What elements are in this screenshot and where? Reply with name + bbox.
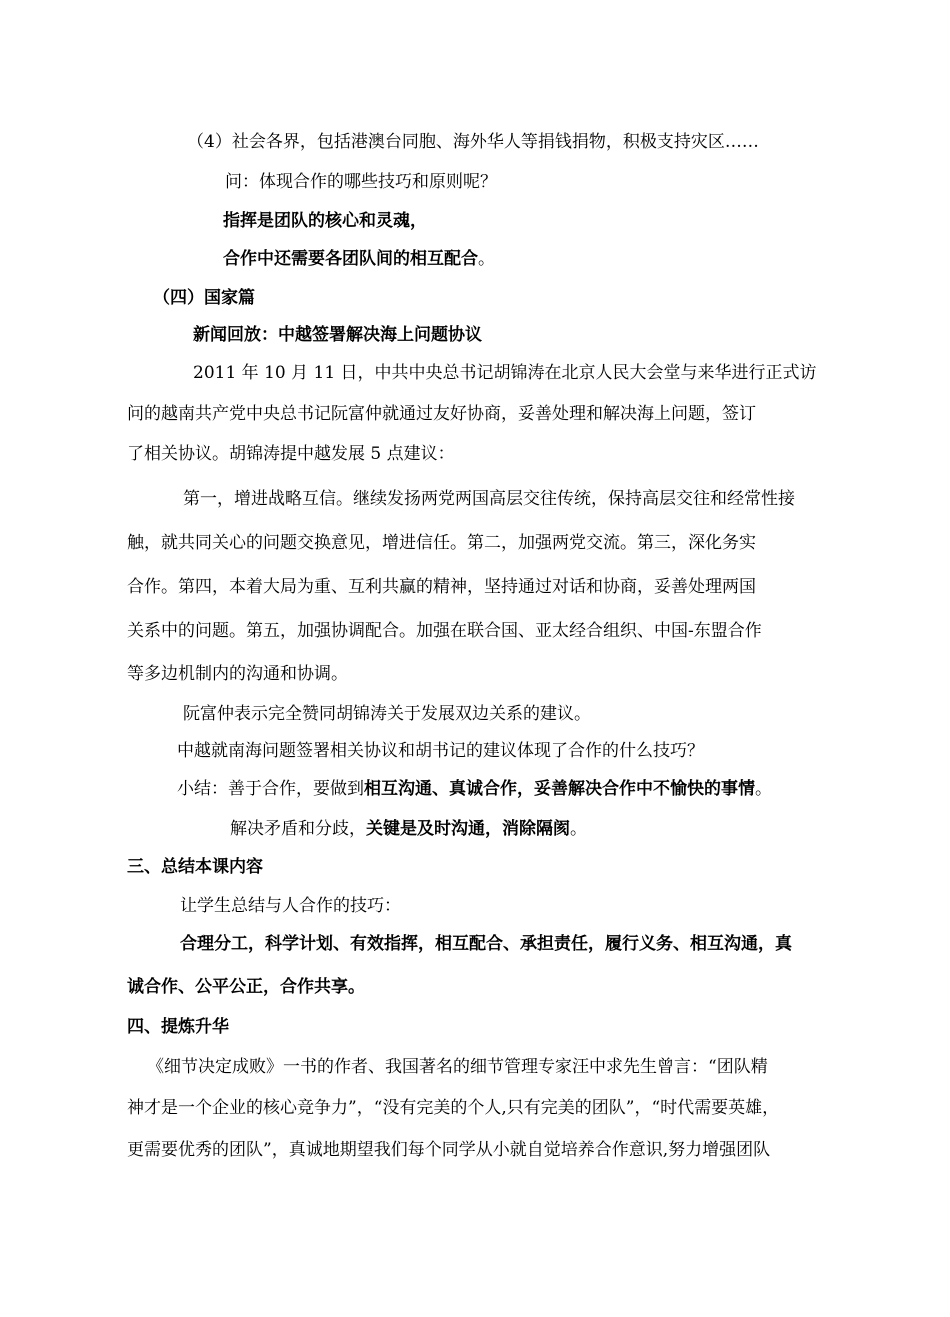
section-heading: 四、提炼升华 [127,1017,229,1037]
plain-text: 解决矛盾和分歧， [230,819,366,839]
paragraph-line: 了相关协议。胡锦涛提中越发展 5 点建议： [127,444,455,464]
paragraph-line: 神才是一个企业的核心竞争力”，“没有完美的个人,只有完美的团队”，“时代需要英雄， [127,1098,780,1118]
summary-line [230,818,587,840]
paragraph-line [223,248,495,270]
bold-line: 诚合作、公平公正，合作共享。 [127,977,365,997]
paragraph-line: 关系中的问题。第五，加强协调配合。加强在联合国、亚太经合组织、中国-东盟合作 [127,621,762,641]
summary-line [177,778,772,800]
paragraph-line: 让学生总结与人合作的技巧： [180,896,401,916]
bold-text: 关键是及时沟通，消除隔阂 [366,819,570,839]
section-heading: （四）国家篇 [153,288,255,308]
section-heading: 三、总结本课内容 [127,857,263,877]
paragraph-line: 第一，增进战略互信。继续发扬两党两国高层交往传统，保持高层交往和经常性接 [183,489,795,509]
punctuation: 。 [478,249,495,269]
summary-label: 小结：善于合作，要做到 [177,779,364,799]
bold-text: 合作中还需要各团队间的相互配合 [223,249,478,269]
punctuation: 。 [570,819,587,839]
punctuation: 。 [755,779,772,799]
question-line: 问：体现合作的哪些技巧和原则呢？ [225,172,497,192]
paragraph-line: 合作。第四，本着大局为重、互利共赢的精神，坚持通过对话和协商，妥善处理两国 [127,577,756,597]
bold-text: 相互沟通、真诚合作，妥善解决合作中不愉快的事情 [364,779,755,799]
paragraph-line: 问的越南共产党中央总书记阮富仲就通过友好协商，妥善处理和解决海上问题，签订 [127,404,756,424]
bold-line: 指挥是团队的核心和灵魂， [223,211,427,231]
paragraph-line: 2011 年 10 月 11 日，中共中央总书记胡锦涛在北京人民大会堂与来华进行正式访 [193,363,817,383]
paragraph-line: 更需要优秀的团队”，真诚地期望我们每个同学从小就自觉培养合作意识,努力增强团队 [127,1140,771,1160]
news-title: 新闻回放：中越签署解决海上问题协议 [193,325,482,345]
paragraph-line: 《细节决定成败》一书的作者、我国著名的细节管理专家汪中求先生曾言：“团队精 [147,1057,768,1077]
question-line: 中越就南海问题签署相关协议和胡书记的建议体现了合作的什么技巧？ [177,741,704,761]
paragraph-line: 等多边机制内的沟通和协调。 [127,664,348,684]
paragraph-line: 触，就共同关心的问题交换意见，增进信任。第二，加强两党交流。第三，深化务实 [127,533,756,553]
paragraph-line: （4）社会各界，包括港澳台同胞、海外华人等捐钱捐物，积极支持灾区…… [187,132,759,152]
paragraph-line: 阮富仲表示完全赞同胡锦涛关于发展双边关系的建议。 [183,704,591,724]
bold-line: 合理分工，科学计划、有效指挥，相互配合、承担责任，履行义务、相互沟通，真 [180,934,792,954]
